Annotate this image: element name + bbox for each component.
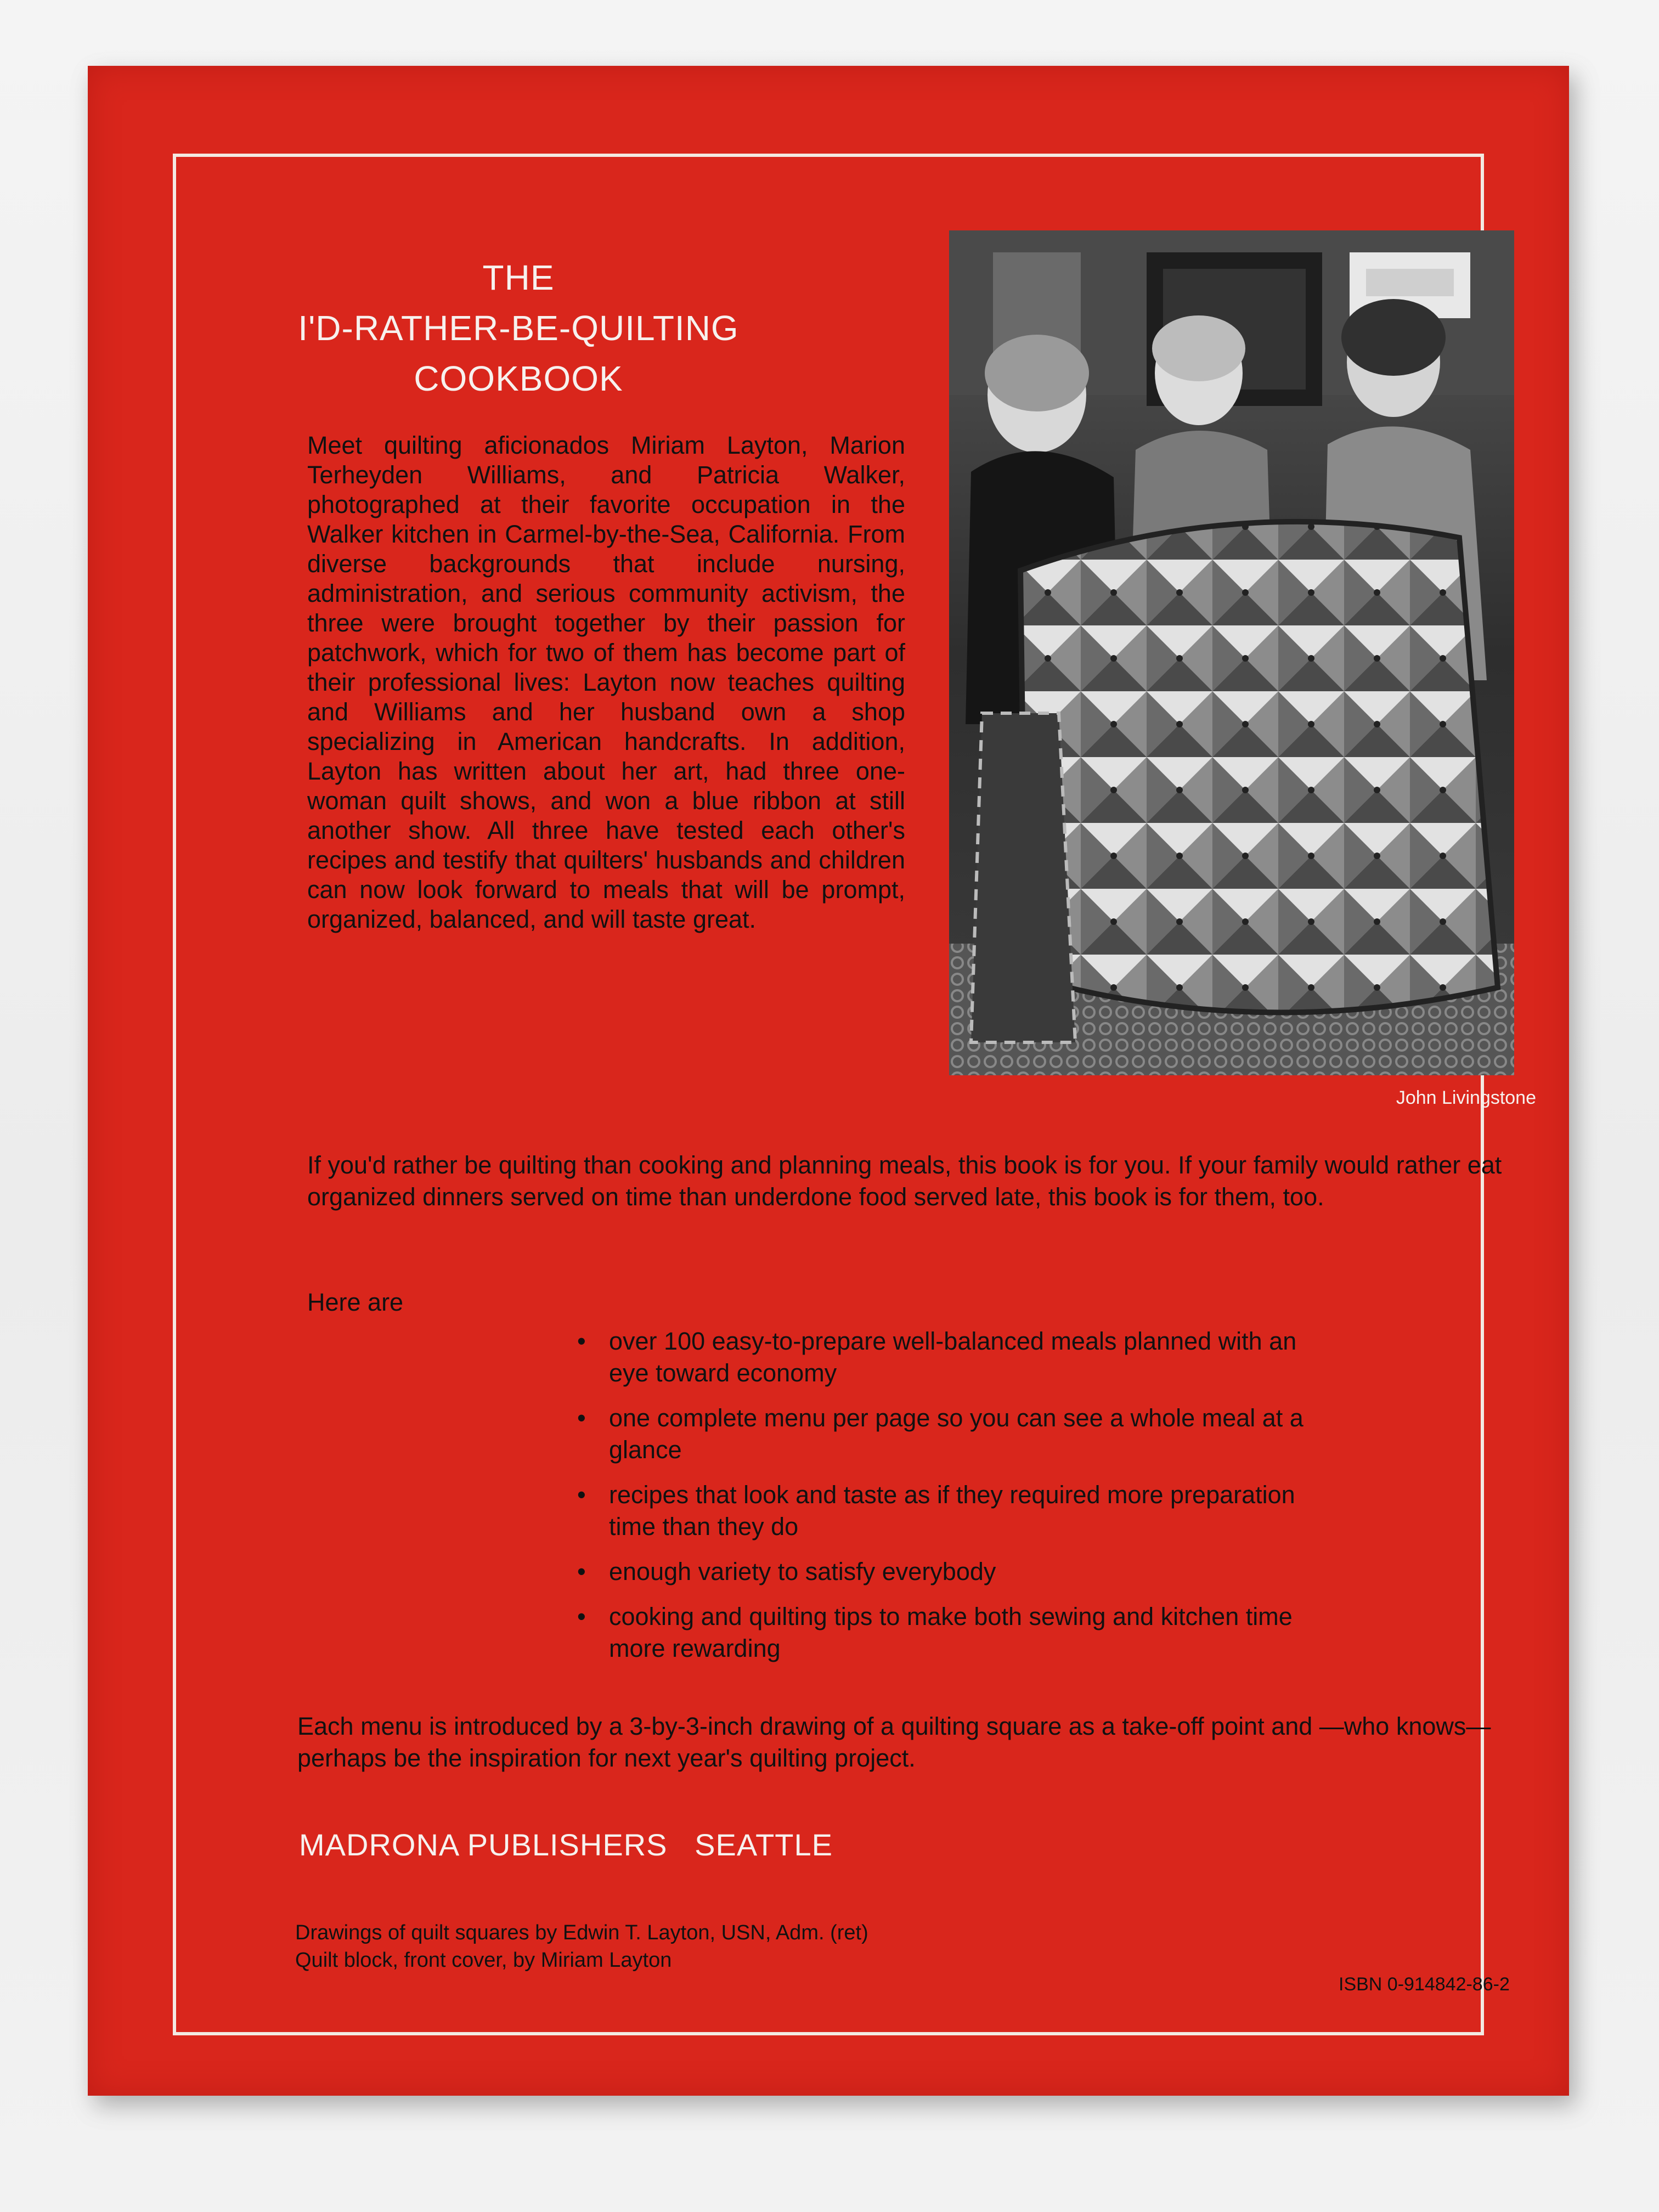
- photo-credit: John Livingstone: [1396, 1087, 1536, 1108]
- list-item-text: enough variety to satisfy everybody: [609, 1558, 996, 1585]
- credit-line-drawings: Drawings of quilt squares by Edwin T. Layton, USN, Adm. (ret): [295, 1921, 868, 1944]
- cover-photo: [949, 230, 1514, 1075]
- list-item: [571, 1601, 1317, 1664]
- paragraph-each-menu: Each menu is introduced by a 3-by-3-inch drawing of a quilting square as a take-off point and —who knows—perhaps be the inspiration for next year's quilting project.: [297, 1712, 1491, 1772]
- bullet-icon: •: [577, 1404, 586, 1432]
- isbn-number: ISBN 0-914842-86-2: [1339, 1974, 1510, 1995]
- list-item: [571, 1325, 1317, 1389]
- bullet-icon: •: [577, 1602, 586, 1630]
- list-item: [571, 1556, 1317, 1588]
- credit-line-quilt-block: Quilt block, front cover, by Miriam Layton: [295, 1949, 672, 1972]
- list-item: [571, 1402, 1317, 1466]
- paragraph-rather-be-quilting: If you'd rather be quilting than cooking and planning meals, this book is for you. If your family would rather eat organized dinners served on time than underdone food served late, this book is for them, too.: [307, 1151, 1502, 1211]
- list-item-text: cooking and quilting tips to make both sewing and kitchen time more rewarding: [609, 1602, 1293, 1662]
- bullet-icon: •: [577, 1558, 586, 1585]
- feature-list: [571, 1325, 1317, 1678]
- book-back-cover: [88, 66, 1569, 2096]
- publisher-imprint: MADRONA PUBLISHERS SEATTLE: [299, 1827, 833, 1862]
- intro-paragraph: Meet quilting aficionados Miriam Layton, Marion Terheyden Williams, and Patricia Walker, photographed at their favorite occupation in the Walker kitchen in Carmel-by-the-Sea, California. From diverse backgrounds that include nursing, administration, and serious community activism, the three were brought together by their passion for patchwork, which for two of them has become part of their professional lives: Layton now teaches quilting and Williams and her husband own a shop specializing in American handcrafts. In addition, Layton has written about her art, had three one-woman quilt shows, and won a blue ribbon at still another show. All three have tested each other's recipes and testify that quilters' husbands and children can now look forward to meals that will be prompt, organized, balanced, and will taste great.: [307, 431, 905, 933]
- bullet-icon: •: [577, 1327, 586, 1355]
- list-item-text: recipes that look and taste as if they required more preparation time than they do: [609, 1481, 1295, 1541]
- list-item-text: over 100 easy-to-prepare well-balanced meals planned with an eye toward economy: [609, 1327, 1297, 1387]
- illustration-credits: [295, 1919, 868, 1974]
- title-line-3: COOKBOOK: [414, 359, 623, 398]
- here-are-label: Here are: [307, 1288, 404, 1316]
- list-item: [571, 1479, 1317, 1543]
- book-title: [277, 252, 760, 404]
- bullet-icon: •: [577, 1481, 586, 1509]
- title-line-2: I'D-RATHER-BE-QUILTING: [298, 308, 739, 348]
- list-item-text: one complete menu per page so you can see a whole meal at a glance: [609, 1404, 1304, 1464]
- photo-illustration: [949, 230, 1514, 1075]
- title-line-1: THE: [482, 258, 555, 297]
